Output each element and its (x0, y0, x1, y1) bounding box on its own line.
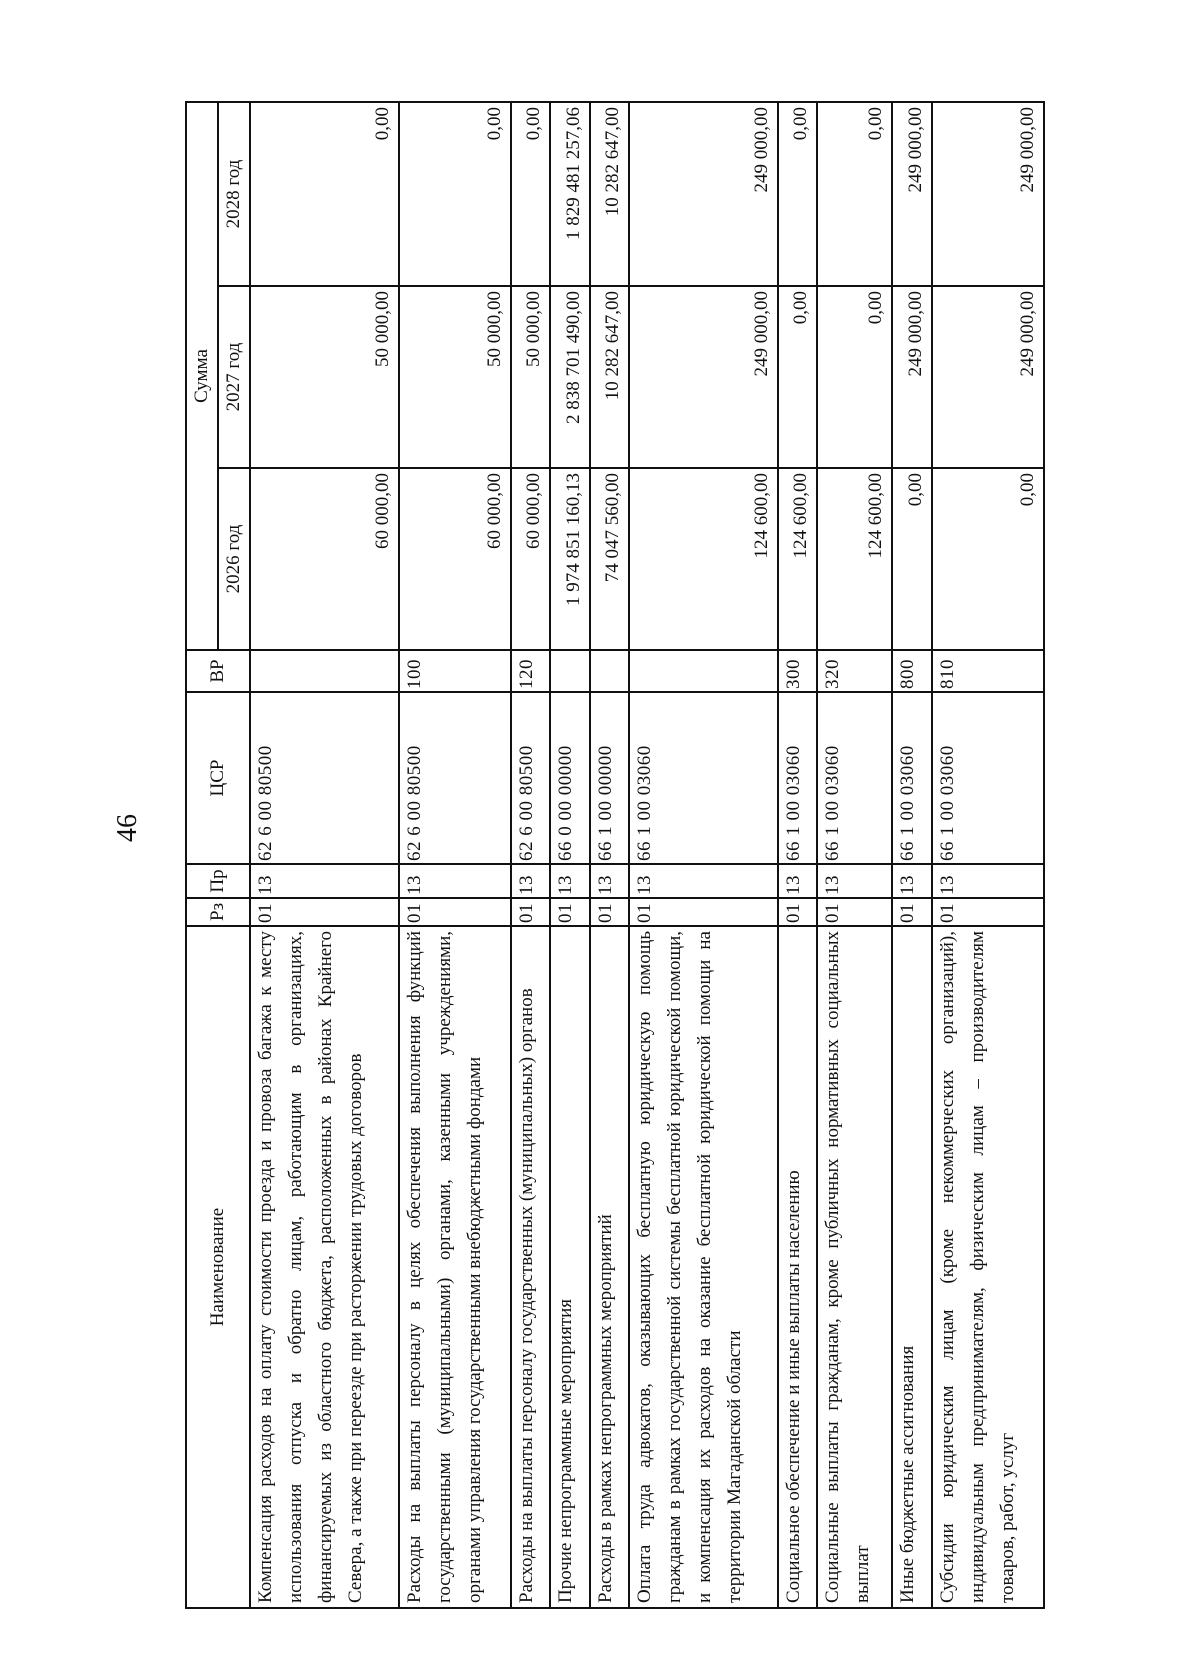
row-sum-2028: 249 000,00 (892, 102, 931, 286)
row-vr: 300 (778, 650, 817, 692)
row-sum-2026: 60 000,00 (511, 468, 550, 650)
row-sum-2026: 60 000,00 (399, 468, 511, 650)
row-csr: 66 0 00 00000 (550, 692, 589, 864)
row-pr: 13 (550, 864, 589, 898)
row-rz: 01 (250, 898, 399, 926)
row-sum-2028: 0,00 (399, 102, 511, 286)
row-csr: 62 6 00 80500 (399, 692, 511, 864)
table-row (590, 102, 629, 1608)
row-sum-2026: 124 600,00 (629, 468, 778, 650)
budget-table-container (185, 103, 1045, 1609)
row-csr: 66 1 00 00000 (590, 692, 629, 864)
row-sum-2028: 249 000,00 (932, 102, 1044, 286)
row-vr (629, 650, 778, 692)
page-number: 46 (112, 814, 143, 842)
table-row (550, 102, 589, 1608)
row-pr: 13 (778, 864, 817, 898)
row-vr: 810 (932, 650, 1044, 692)
header-2028: 2028 год (218, 102, 250, 286)
row-csr: 66 1 00 03060 (892, 692, 931, 864)
row-pr: 13 (629, 864, 778, 898)
row-rz: 01 (629, 898, 778, 926)
row-sum-2027: 249 000,00 (932, 286, 1044, 468)
row-sum-2027: 50 000,00 (511, 286, 550, 468)
table-row (629, 102, 778, 1608)
row-name: Социальные выплаты гражданам, кроме публичных нормативных социальных выплат (817, 926, 893, 1608)
row-sum-2027: 249 000,00 (629, 286, 778, 468)
row-sum-2027: 50 000,00 (250, 286, 399, 468)
row-sum-2026: 74 047 560,00 (590, 468, 629, 650)
row-sum-2026: 0,00 (932, 468, 1044, 650)
table-row (817, 102, 893, 1608)
row-csr: 66 1 00 03060 (817, 692, 893, 864)
row-sum-2027: 0,00 (778, 286, 817, 468)
row-csr: 62 6 00 80500 (250, 692, 399, 864)
row-sum-2028: 0,00 (778, 102, 817, 286)
row-vr: 800 (892, 650, 931, 692)
table-row (932, 102, 1044, 1608)
header-pr: Пр (186, 864, 250, 898)
row-rz: 01 (590, 898, 629, 926)
table-header (186, 102, 250, 1608)
header-rz: Рз (186, 898, 250, 926)
row-sum-2028: 249 000,00 (629, 102, 778, 286)
row-pr: 13 (511, 864, 550, 898)
row-vr (550, 650, 589, 692)
header-csr: ЦСР (186, 692, 250, 864)
row-name: Оплата труда адвокатов, оказывающих бесплатную юридическую помощь гражданам в рамках государственной системы бесплатной юридической помощи, и компенсация их расходов на оказание бесплатной юридической помощи на территории Магаданской области (629, 926, 778, 1608)
row-csr: 66 1 00 03060 (778, 692, 817, 864)
row-sum-2027: 10 282 647,00 (590, 286, 629, 468)
row-sum-2027: 50 000,00 (399, 286, 511, 468)
header-2026: 2026 год (218, 468, 250, 650)
row-sum-2028: 0,00 (250, 102, 399, 286)
table-body (250, 102, 1044, 1608)
header-sum: Сумма (186, 102, 218, 650)
row-rz: 01 (892, 898, 931, 926)
row-sum-2027: 2 838 701 490,00 (550, 286, 589, 468)
row-sum-2026: 60 000,00 (250, 468, 399, 650)
row-name: Иные бюджетные ассигнования (892, 926, 931, 1608)
row-name: Компенсация расходов на оплату стоимости проезда и провоза багажа к месту использования отпуска и обратно лицам, работающим в организациях, финансируемых из областного бюджета, расположенных в районах Крайнего Севера, а также при переезде при расторжении трудовых договоров (250, 926, 399, 1608)
row-sum-2026: 124 600,00 (817, 468, 893, 650)
row-sum-2026: 124 600,00 (778, 468, 817, 650)
table-row (511, 102, 550, 1608)
row-vr: 100 (399, 650, 511, 692)
header-vr: ВР (186, 650, 250, 692)
row-vr (250, 650, 399, 692)
row-sum-2028: 0,00 (817, 102, 893, 286)
row-rz: 01 (932, 898, 1044, 926)
row-name: Расходы в рамках непрограммных мероприятий (590, 926, 629, 1608)
row-pr: 13 (817, 864, 893, 898)
row-pr: 13 (399, 864, 511, 898)
row-sum-2027: 0,00 (817, 286, 893, 468)
row-sum-2028: 1 829 481 257,06 (550, 102, 589, 286)
table-row (399, 102, 511, 1608)
row-rz: 01 (511, 898, 550, 926)
row-rz: 01 (817, 898, 893, 926)
row-pr: 13 (892, 864, 931, 898)
row-sum-2026: 0,00 (892, 468, 931, 650)
row-pr: 13 (250, 864, 399, 898)
budget-table (185, 101, 1045, 1609)
row-sum-2026: 1 974 851 160,13 (550, 468, 589, 650)
table-row (892, 102, 931, 1608)
row-rz: 01 (399, 898, 511, 926)
row-name: Прочие непрограммные мероприятия (550, 926, 589, 1608)
row-sum-2028: 0,00 (511, 102, 550, 286)
row-vr (590, 650, 629, 692)
table-row (250, 102, 399, 1608)
header-2027: 2027 год (218, 286, 250, 468)
header-name: Наименование (186, 926, 250, 1608)
row-name: Социальное обеспечение и иные выплаты населению (778, 926, 817, 1608)
table-row (778, 102, 817, 1608)
row-rz: 01 (550, 898, 589, 926)
row-csr: 66 1 00 03060 (629, 692, 778, 864)
row-name: Субсидии юридическим лицам (кроме некоммерческих организаций), индивидуальным предпринимателям, физическим лицам – производителям товаров, работ, услуг (932, 926, 1044, 1608)
row-pr: 13 (932, 864, 1044, 898)
row-csr: 66 1 00 03060 (932, 692, 1044, 864)
row-name: Расходы на выплаты персоналу в целях обеспечения выполнения функций государственными (муниципальными) органами, казенными учреждениями, органами управления государственными внебюджетными фондами (399, 926, 511, 1608)
row-vr: 120 (511, 650, 550, 692)
row-pr: 13 (590, 864, 629, 898)
row-vr: 320 (817, 650, 893, 692)
row-rz: 01 (778, 898, 817, 926)
row-sum-2028: 10 282 647,00 (590, 102, 629, 286)
row-sum-2027: 249 000,00 (892, 286, 931, 468)
row-csr: 62 6 00 80500 (511, 692, 550, 864)
row-name: Расходы на выплаты персоналу государственных (муниципальных) органов (511, 926, 550, 1608)
